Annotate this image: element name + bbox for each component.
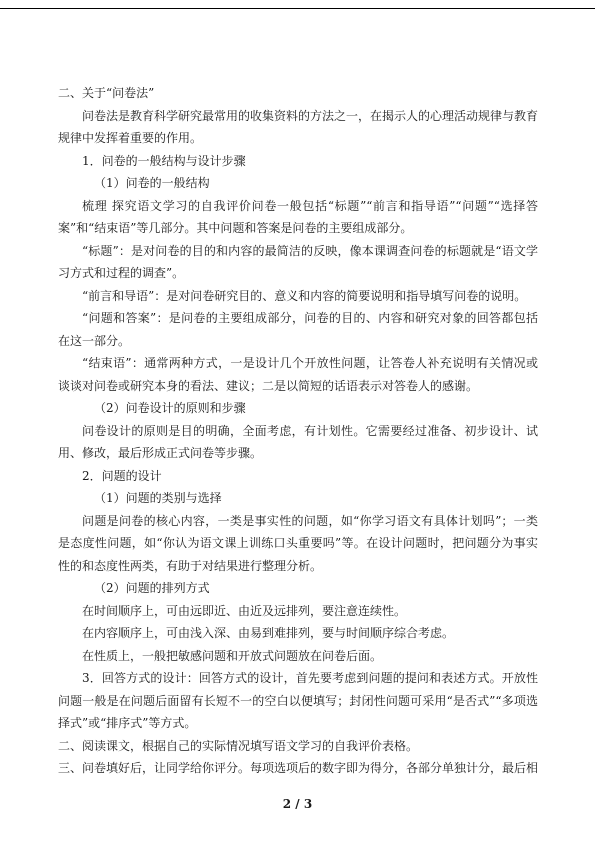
- paragraph: “前言和导语”：是对问卷研究目的、意义和内容的简要说明和指导填写问卷的说明。: [82, 288, 527, 303]
- header-rule: [0, 8, 595, 9]
- paragraph: 在内容顺序上，可由浅入深、由易到难排列，要与时间顺序综合考虑。: [82, 626, 455, 640]
- section-heading: 三、问卷填好后，让同学给你评分。每项选项后的数字即为得分，各部分单独计分，最后相: [58, 761, 539, 775]
- document-body: [58, 82, 538, 780]
- paragraph: “标题”：是对问卷的目的和内容的最简洁的反映，像本课调查问卷的标题就是“语文学习方式和过程的调查”。: [58, 243, 538, 280]
- section-heading: 二、阅读课文，根据自己的实际情况填写语文学习的自我评价表格。: [58, 738, 419, 753]
- paragraph: 问卷法是教育科学研究最常用的收集资料的方法之一，在揭示人的心理活动规律与教育规律中发挥着重要的作用。: [58, 108, 539, 145]
- paragraph: 在时间顺序上，可由远即近、由近及远排列，要注意连续性。: [82, 603, 407, 618]
- paragraph: “问题和答案”：是问卷的主要组成部分，问卷的目的、内容和研究对象的回答都包括在这一部分。: [58, 311, 538, 348]
- paragraph: 问题是问卷的核心内容，一类是事实性的问题，如“你学习语文有具体计划吗”；一类是态度性问题，如“你认为语文课上训练口头重要吗”等。在设计问题时，把问题分为事实性的和态度性两类，有助于对结果进行整理分析。: [58, 513, 538, 573]
- paragraph: 在性质上，一般把敏感问题和开放式问题放在问卷后面。: [82, 648, 383, 663]
- subsection-heading: （2）问卷设计的原则和步骤: [94, 401, 246, 415]
- subsection-heading: 1．问卷的一般结构与设计步骤: [82, 153, 246, 168]
- paragraph: 3．回答方式的设计：回答方式的设计，首先要考虑到问题的提问和表述方式。开放性问题一般是在问题后面留有长短不一的空白以便填写；封闭性问题可采用“是否式”“多项选择式”或“排序式”等方式。: [58, 671, 538, 730]
- page-number: 2 / 3: [282, 797, 313, 811]
- paragraph: 梳理 探究语文学习的自我评价问卷一般包括“标题”“前言和指导语”“问题”“选择答案”和“结束语”等几部分。其中问题和答案是问卷的主要组成部分。: [58, 198, 538, 235]
- subsection-heading: （2）问题的排列方式: [94, 581, 210, 595]
- subsection-heading: （1）问卷的一般结构: [94, 176, 210, 190]
- subsection-heading: 2．问题的设计: [82, 468, 162, 483]
- paragraph: 问卷设计的原则是目的明确，全面考虑，有计划性。它需要经过准备、初步设计、试用、修改，最后形成正式问卷等步骤。: [58, 423, 538, 460]
- subsection-heading: （1）问题的类别与选择: [94, 491, 222, 505]
- section-heading: 二、关于“问卷法”: [58, 86, 155, 100]
- paragraph: “结束语”：通常两种方式，一是设计几个开放性问题，让答卷人补充说明有关情况或谈谈对问卷或研究本身的看法、建议；二是以简短的话语表示对答卷人的感谢。: [58, 356, 538, 393]
